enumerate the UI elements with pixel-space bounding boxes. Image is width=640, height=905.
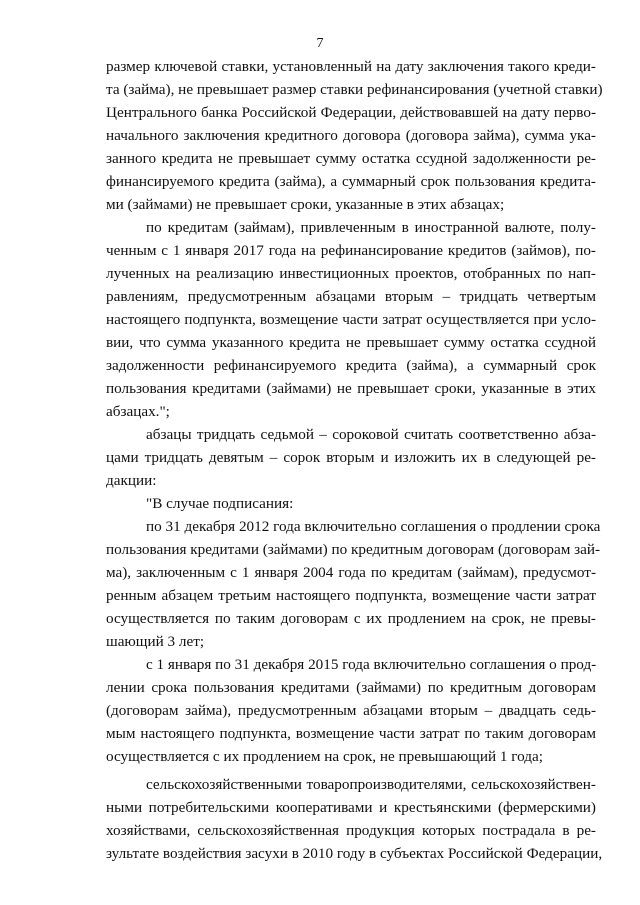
text-line: ренным абзацем третьим настоящего подпункта, возмещение части затрат xyxy=(106,587,596,604)
text-line: лении срока пользования кредитами (займами) по кредитным договорам xyxy=(106,679,596,696)
text-line: мым настоящего подпункта, возмещение части затрат по таким договорам xyxy=(106,725,596,742)
text-line: шающий 3 лет; xyxy=(106,633,205,650)
text-line: настоящего подпункта, возмещение части затрат осуществляется при усло- xyxy=(106,311,596,328)
text-line: пользования кредитами (займами) не превышает сроки, указанные в этих xyxy=(106,380,596,397)
text-line: осуществляется с их продлением на срок, не превышающий 1 года; xyxy=(106,748,543,765)
text-line: финансируемого кредита (займа), а суммарный срок пользования кредита- xyxy=(106,173,596,190)
text-line: вии, что сумма указанного кредита не превышает сумму остатка ссудной xyxy=(106,334,596,351)
page-number: 7 xyxy=(316,36,324,51)
text-line: ма), заключенным с 1 января 2004 года по кредитам (займам), предусмот- xyxy=(106,564,596,581)
text-line: хозяйствами, сельскохозяйственная продукция которых пострадала в ре- xyxy=(106,822,596,839)
text-line: сельскохозяйственными товаропроизводителями, сельскохозяйствен- xyxy=(146,776,596,793)
text-line: размер ключевой ставки, установленный на дату заключения такого креди- xyxy=(106,58,596,75)
text-line: "В случае подписания: xyxy=(146,495,294,512)
text-line: лученных на реализацию инвестиционных проектов, отобранных по нап- xyxy=(106,265,596,282)
text-line: цами тридцать девятым – сорок вторым и изложить их в следующей ре- xyxy=(106,449,596,466)
text-line: (договорам займа), предусмотренным абзацами вторым – двадцать седь- xyxy=(106,702,596,719)
text-line: занного кредита не превышает сумму остатка ссудной задолженности ре- xyxy=(106,150,596,167)
text-line: ми (займами) не превышает сроки, указанные в этих абзацах; xyxy=(106,196,505,213)
text-line: ченным с 1 января 2017 года на рефинансирование кредитов (займов), по- xyxy=(106,242,596,259)
text-line: Центрального банка Российской Федерации, действовавшей на дату перво- xyxy=(106,104,596,121)
text-line: абзацах."; xyxy=(106,403,170,420)
text-line: по кредитам (займам), привлеченным в иностранной валюте, полу- xyxy=(146,219,596,236)
text-line: ными потребительскими кооперативами и крестьянскими (фермерскими) xyxy=(106,799,596,816)
text-line: задолженности рефинансируемого кредита (займа), а суммарный срок xyxy=(106,357,596,374)
text-line: та (займа), не превышает размер ставки рефинансирования (учетной ставки) xyxy=(106,81,603,98)
text-line: начального заключения кредитного договора (договора займа), сумма ука- xyxy=(106,127,596,144)
text-line: по 31 декабря 2012 года включительно соглашения о продлении срока xyxy=(146,518,601,535)
text-line: равлениям, предусмотренным абзацами вторым – тридцать четвертым xyxy=(106,288,596,305)
text-line: абзацы тридцать седьмой – сороковой считать соответственно абза- xyxy=(146,426,596,443)
text-line: зультате воздействия засухи в 2010 году в субъектах Российской Федерации, xyxy=(106,845,603,862)
text-line: с 1 января по 31 декабря 2015 года включительно соглашения о прод- xyxy=(146,656,597,673)
text-line: дакции: xyxy=(106,472,157,489)
text-line: осуществляется по таким договорам с их продлением на срок, не превы- xyxy=(106,610,596,627)
text-line: пользования кредитами (займами) по кредитным договорам (договорам зай- xyxy=(106,541,601,558)
